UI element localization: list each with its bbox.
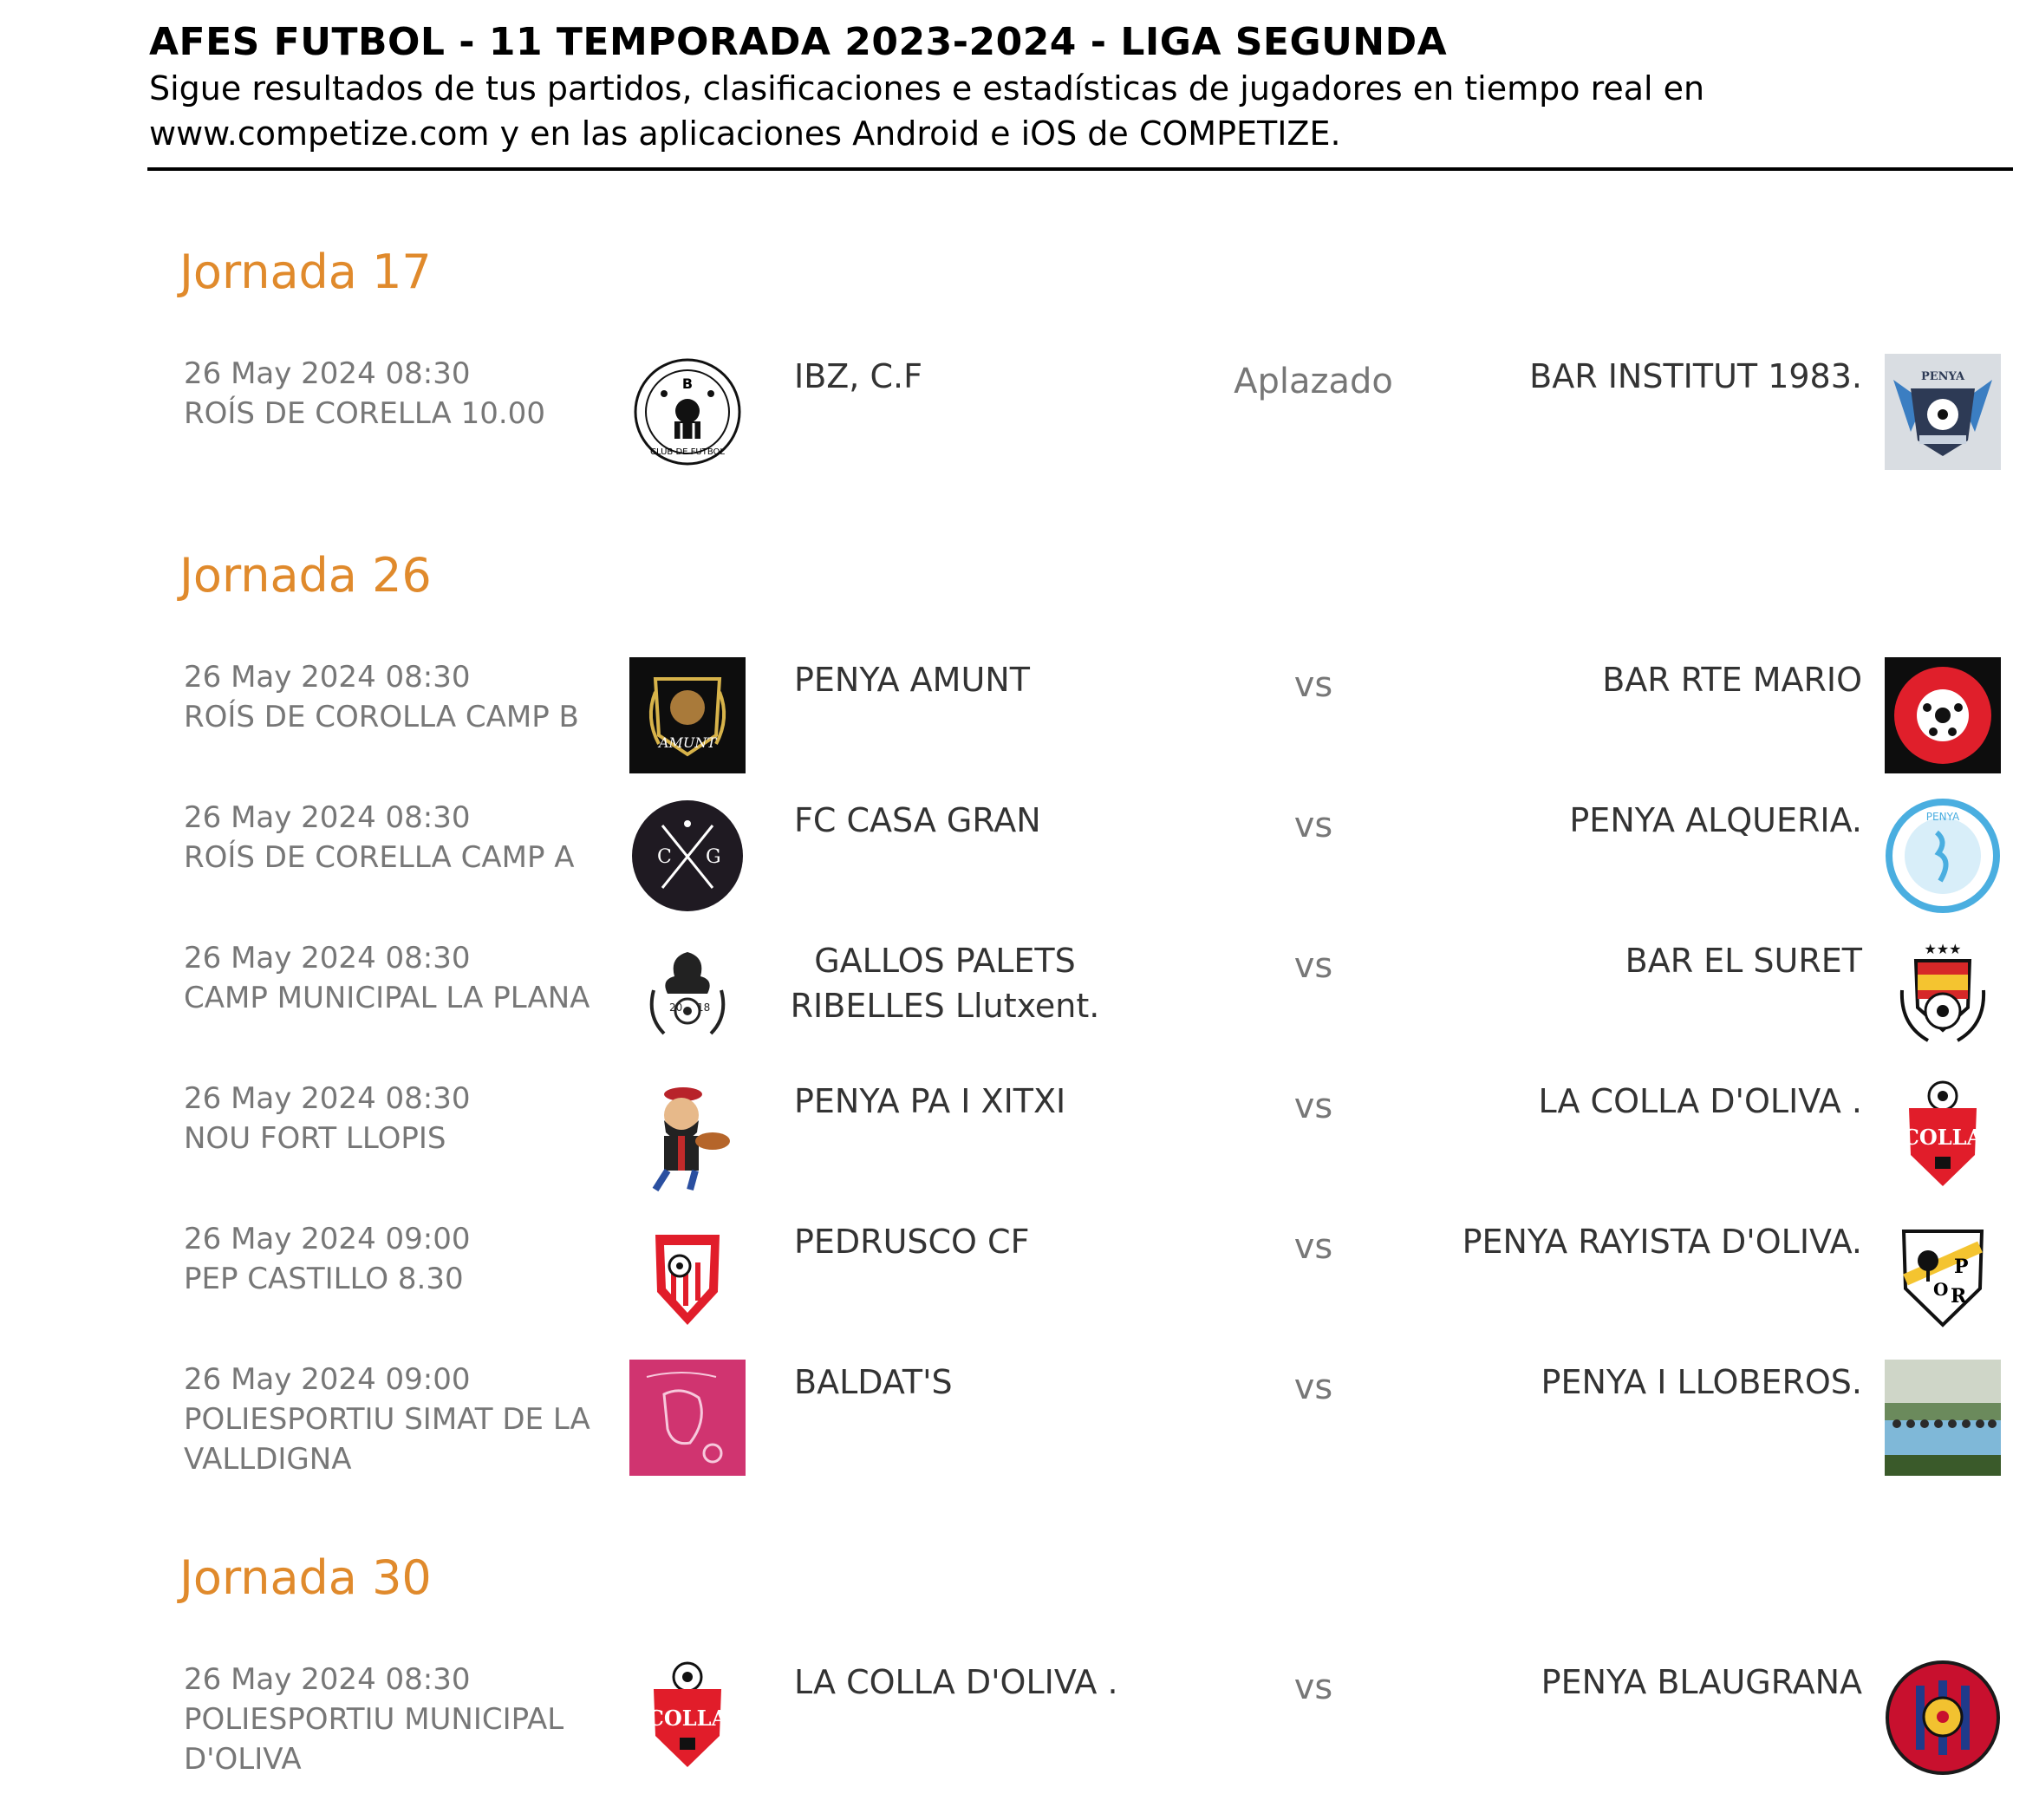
la-colla-crest-icon xyxy=(1885,1079,2001,1195)
match-venue: POLIESPORTIU SIMAT DE LA VALLDIGNA xyxy=(184,1402,590,1477)
match-date: 26 May 2024 08:30 xyxy=(184,356,471,391)
match-meta xyxy=(184,798,600,877)
home-team-name: IBZ, C.F xyxy=(794,357,922,395)
header-divider xyxy=(147,167,2013,171)
match-date: 26 May 2024 09:00 xyxy=(184,1362,471,1397)
penya-blaugrana-crest-icon xyxy=(1885,1660,2001,1776)
amunt-crest-icon xyxy=(629,657,746,773)
match-meta xyxy=(184,938,600,1018)
home-team-name: PEDRUSCO CF xyxy=(794,1223,1030,1261)
gallos-llutxent-crest-icon xyxy=(629,938,746,1054)
match-status: vs xyxy=(1293,665,1333,705)
bar-el-suret-crest-icon xyxy=(1885,938,2001,1054)
match-status: vs xyxy=(1293,806,1333,845)
round-heading: Jornada 30 xyxy=(179,1550,432,1605)
match-venue: POLIESPORTIU MUNICIPAL D'OLIVA xyxy=(184,1702,564,1777)
svg-text:CLUB DE FUTBOL: CLUB DE FUTBOL xyxy=(650,447,725,457)
penya-rayista-crest-icon xyxy=(1885,1219,2001,1335)
page-title: AFES FUTBOL - 11 TEMPORADA 2023-2024 - LIGA SEGUNDA xyxy=(149,20,1448,64)
match-venue: PEP CASTILLO 8.30 xyxy=(184,1262,464,1296)
penya-lloberos-team-photo-icon xyxy=(1885,1360,2001,1476)
away-team-name: BAR RTE MARIO xyxy=(1602,661,1862,699)
svg-text:R: R xyxy=(1951,1285,1967,1308)
match-status: Aplazado xyxy=(1234,362,1393,401)
home-team-name: BALDAT'S xyxy=(794,1363,953,1401)
match-date: 26 May 2024 08:30 xyxy=(184,800,471,835)
penya-alqueria-crest-icon xyxy=(1885,798,2001,914)
restaurante-mario-crest-icon xyxy=(1885,657,2001,773)
round-heading: Jornada 26 xyxy=(179,548,432,603)
away-team-name: PENYA ALQUERIA. xyxy=(1569,801,1862,839)
svg-text:G: G xyxy=(706,846,721,868)
match-meta xyxy=(184,1660,600,1779)
pedrusco-crest-icon xyxy=(629,1219,746,1335)
svg-text:O: O xyxy=(1933,1279,1949,1300)
la-colla-crest-icon xyxy=(629,1660,746,1776)
match-date: 26 May 2024 09:00 xyxy=(184,1222,471,1256)
match-status: vs xyxy=(1293,946,1333,986)
svg-text:AMUNT: AMUNT xyxy=(658,734,717,751)
home-team-name: GALLOS PALETS RIBELLES Llutxent. xyxy=(790,942,1100,1025)
match-status: vs xyxy=(1293,1086,1333,1126)
away-team-name: BAR INSTITUT 1983. xyxy=(1529,357,1862,395)
round-heading: Jornada 17 xyxy=(179,245,432,299)
home-team-name: LA COLLA D'OLIVA . xyxy=(794,1663,1118,1701)
away-team-name: LA COLLA D'OLIVA . xyxy=(1538,1082,1862,1120)
match-meta xyxy=(184,1079,600,1158)
pa-i-xitxi-crest-icon xyxy=(629,1079,746,1195)
casa-gran-crest-icon xyxy=(629,798,746,914)
match-venue: ROÍS DE CORELLA CAMP A xyxy=(184,840,575,875)
match-meta xyxy=(184,657,600,737)
match-meta xyxy=(184,1360,600,1479)
svg-text:PENYA: PENYA xyxy=(1925,811,1960,823)
baldats-crest-icon xyxy=(629,1360,746,1476)
match-status: vs xyxy=(1293,1667,1333,1707)
svg-text:20: 20 xyxy=(669,1001,683,1014)
match-venue: CAMP MUNICIPAL LA PLANA xyxy=(184,981,590,1015)
match-venue: NOU FORT LLOPIS xyxy=(184,1121,446,1156)
home-team-name: FC CASA GRAN xyxy=(794,801,1041,839)
page-subtitle-line-2: www.competize.com y en las aplicaciones Android e iOS de COMPETIZE. xyxy=(149,114,1341,153)
svg-text:★★★: ★★★ xyxy=(1924,941,1962,957)
match-date: 26 May 2024 08:30 xyxy=(184,941,471,975)
page-subtitle-line-1: Sigue resultados de tus partidos, clasificaciones e estadísticas de jugadores en tiempo real en xyxy=(149,69,1705,108)
match-venue: ROÍS DE COROLLA CAMP B xyxy=(184,700,579,734)
match-meta xyxy=(184,1219,600,1299)
match-date: 26 May 2024 08:30 xyxy=(184,660,471,695)
home-team-name: PENYA AMUNT xyxy=(794,661,1030,699)
away-team-name: BAR EL SURET xyxy=(1625,942,1862,980)
penya-bar-institut-crest-icon xyxy=(1885,354,2001,470)
match-status: vs xyxy=(1293,1227,1333,1267)
ibz-crest-icon xyxy=(629,354,746,470)
match-date: 26 May 2024 08:30 xyxy=(184,1662,471,1697)
page-header xyxy=(149,19,2013,156)
svg-text:COLLA: COLLA xyxy=(1902,1125,1984,1150)
match-venue: ROÍS DE CORELLA 10.00 xyxy=(184,396,545,431)
match-meta xyxy=(184,354,600,434)
match-status: vs xyxy=(1293,1367,1333,1407)
svg-text:P: P xyxy=(1954,1256,1969,1278)
away-team-name: PENYA BLAUGRANA xyxy=(1541,1663,1862,1701)
away-team-name: PENYA RAYISTA D'OLIVA. xyxy=(1462,1223,1862,1261)
away-team-name: PENYA I LLOBEROS. xyxy=(1541,1363,1862,1401)
svg-text:18: 18 xyxy=(697,1001,711,1014)
home-team-name: PENYA PA I XITXI xyxy=(794,1082,1066,1120)
match-date: 26 May 2024 08:30 xyxy=(184,1081,471,1116)
svg-text:PENYA: PENYA xyxy=(1920,370,1965,383)
svg-text:COLLA: COLLA xyxy=(647,1706,728,1731)
svg-text:C: C xyxy=(657,846,672,868)
svg-text:B: B xyxy=(681,375,694,392)
